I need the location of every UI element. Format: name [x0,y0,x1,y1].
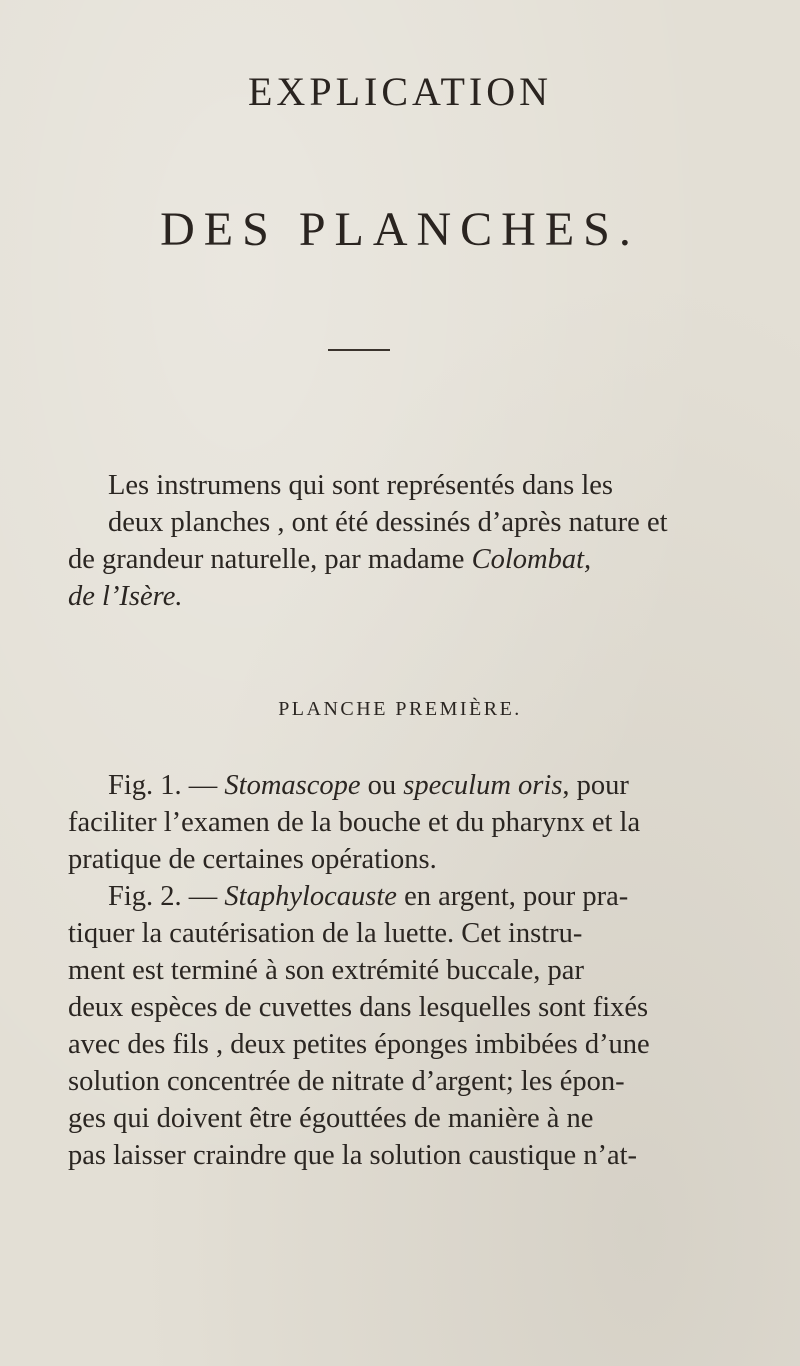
figure-2-paragraph [68,878,708,1174]
artist-origin: de l’Isère. [68,581,183,612]
figure-1-name: Stomascope [224,770,361,801]
intro-line-2: deux planches , ont été dessinés d’après nature et [108,507,668,538]
figure-1-latin-name: speculum oris [403,770,563,801]
figure-1-paragraph [68,767,708,878]
page-title-explication: EXPLICATION [248,69,552,114]
figure-2-line-1-rest: en argent, pour pra- [396,881,629,912]
figure-2-line-7: ges qui doivent être égouttées de manière à ne [68,1103,594,1134]
figure-2-line-5: avec des fils , deux petites éponges imbibées d’une [68,1029,650,1060]
intro-line-3 [68,541,708,578]
figure-2-label: Fig. 2. — [108,881,225,912]
figure-2-line-8: pas laisser craindre que la solution caustique n’at- [68,1140,638,1171]
figure-1-line-1 [68,767,708,804]
figure-2-line-2: tiquer la cautérisation de la luette. Cet instru- [68,918,583,949]
figure-2-name: Staphylocauste [224,881,397,912]
intro-line-3-text: de grandeur naturelle, par madame [68,544,472,575]
figure-1-label: Fig. 1. — [108,770,225,801]
figure-1-line-1-rest: , pour [562,770,629,801]
page-title-des-planches: DES PLANCHES. [160,203,640,256]
artist-name: Colombat, [471,544,592,575]
figure-2-line-3: ment est terminé à son extrémité buccale, par [68,955,584,986]
figure-2-line-6: solution concentrée de nitrate d’argent; les épon- [68,1066,625,1097]
intro-paragraph [68,467,708,615]
intro-line-1: Les instrumens qui sont représentés dans les [108,470,613,501]
figure-1-line-3: pratique de certaines opérations. [68,844,437,875]
plate-heading: PLANCHE PREMIÈRE. [278,698,522,720]
figure-1-line-2: faciliter l’examen de la bouche et du pharynx et la [68,807,641,838]
figure-2-line-1 [68,878,708,915]
figure-2-line-4: deux espèces de cuvettes dans lesquelles sont fixés [68,992,649,1023]
title-divider [328,349,390,351]
figure-1-connector: ou [360,770,404,801]
